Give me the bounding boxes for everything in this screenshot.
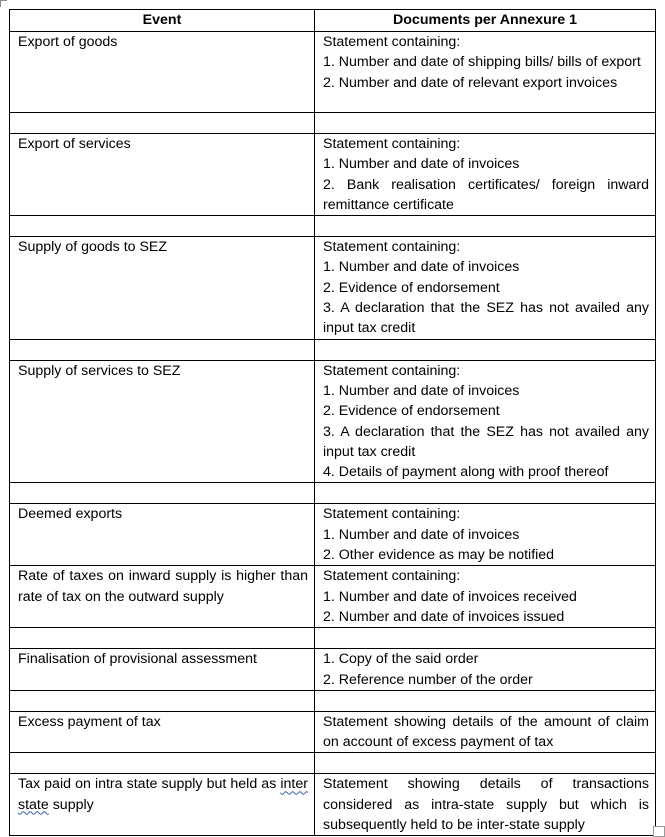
documents-cell bbox=[315, 504, 656, 566]
table-row bbox=[10, 504, 656, 566]
event-cell bbox=[10, 566, 315, 628]
event-cell bbox=[10, 649, 315, 691]
annexure-table bbox=[9, 9, 656, 836]
table-row bbox=[10, 32, 656, 113]
event-text: Finalisation of provisional assessment bbox=[18, 651, 257, 668]
header-documents: Documents per Annexure 1 bbox=[315, 10, 656, 32]
header-row bbox=[10, 10, 656, 32]
document-line: 2. Evidence of endorsement bbox=[323, 279, 500, 296]
documents-cell bbox=[315, 566, 656, 628]
document-line: Statement containing: bbox=[323, 136, 461, 152]
table-row bbox=[10, 711, 656, 753]
event-text: Supply of services to SEZ bbox=[18, 362, 181, 379]
spacer-cell bbox=[315, 753, 656, 774]
documents-cell bbox=[315, 711, 656, 753]
spacer-cell bbox=[10, 113, 315, 134]
documents-cell bbox=[315, 237, 656, 339]
documents-cell bbox=[315, 649, 656, 691]
resize-handle-icon[interactable] bbox=[653, 826, 665, 837]
document-line: 2. Number and date of invoices issued bbox=[323, 608, 565, 625]
spacer-cell bbox=[315, 113, 656, 134]
event-cell bbox=[10, 774, 315, 836]
table-row bbox=[10, 649, 656, 691]
spacer-row bbox=[10, 628, 656, 649]
document-line: 3. A declaration that the SEZ has not availed any input tax credit bbox=[323, 423, 649, 460]
document-line: 1. Number and date of invoices bbox=[323, 382, 520, 399]
document-line: 2. Evidence of endorsement bbox=[323, 403, 500, 420]
documents-cell bbox=[315, 360, 656, 483]
page-corner-mark bbox=[0, 0, 7, 7]
documents-cell bbox=[315, 32, 656, 113]
event-cell bbox=[10, 134, 315, 216]
table-row bbox=[10, 360, 656, 483]
document-line: Statement showing details of transactions considered as intra-state supply but which is subsequently held to be inter-state supply bbox=[323, 776, 649, 834]
table-row bbox=[10, 134, 656, 216]
header-event: Event bbox=[10, 10, 315, 32]
document-line: 1. Number and date of invoices bbox=[323, 526, 520, 543]
document-line: 2. Bank realisation certificates/ foreign inward remittance certificate bbox=[323, 176, 649, 213]
document-line: 1. Number and date of shipping bills/ bills of export bbox=[323, 54, 641, 71]
event-text: Supply of goods to SEZ bbox=[18, 239, 168, 256]
document-line: Statement containing: bbox=[323, 34, 461, 50]
spacer-cell bbox=[10, 628, 315, 649]
event-cell bbox=[10, 504, 315, 566]
table-row bbox=[10, 774, 656, 836]
spacer-cell bbox=[10, 753, 315, 774]
document-line: Statement containing: bbox=[323, 506, 461, 523]
spacer-row bbox=[10, 113, 656, 134]
spacer-cell bbox=[10, 339, 315, 360]
spacer-row bbox=[10, 753, 656, 774]
event-cell bbox=[10, 237, 315, 339]
event-text: Excess payment of tax bbox=[18, 713, 161, 730]
event-text: Rate of taxes on inward supply is higher than rate of tax on the outward supply bbox=[18, 568, 308, 605]
document-line: Statement containing: bbox=[323, 568, 461, 585]
documents-cell bbox=[315, 134, 656, 216]
document-line: 1. Number and date of invoices received bbox=[323, 588, 577, 605]
event-text: Tax paid on intra state supply but held as inter state supply bbox=[18, 776, 308, 813]
spacer-row bbox=[10, 690, 656, 711]
spacer-cell bbox=[315, 339, 656, 360]
table-row bbox=[10, 566, 656, 628]
document-line: Statement containing: bbox=[323, 239, 461, 256]
spellcheck-underline: inter state bbox=[18, 776, 308, 813]
spacer-row bbox=[10, 483, 656, 504]
event-cell bbox=[10, 32, 315, 113]
spacer-cell bbox=[315, 483, 656, 504]
event-cell bbox=[10, 711, 315, 753]
document-line: 2. Number and date of relevant export invoices bbox=[323, 74, 618, 91]
spacer-cell bbox=[10, 216, 315, 237]
documents-cell bbox=[315, 774, 656, 836]
document-line: 2. Other evidence as may be notified bbox=[323, 547, 555, 564]
spacer-cell bbox=[315, 628, 656, 649]
spacer-cell bbox=[315, 690, 656, 711]
document-line: Statement containing: bbox=[323, 362, 461, 379]
event-text: Export of goods bbox=[18, 34, 118, 50]
document-line: 1. Copy of the said order bbox=[323, 651, 479, 668]
event-text: Deemed exports bbox=[18, 506, 123, 523]
spacer-cell bbox=[315, 216, 656, 237]
spacer-cell bbox=[10, 690, 315, 711]
document-line: 3. A declaration that the SEZ has not availed any input tax credit bbox=[323, 300, 649, 337]
table-row bbox=[10, 237, 656, 339]
spacer-row bbox=[10, 216, 656, 237]
event-text: Export of services bbox=[18, 136, 131, 152]
spacer-row bbox=[10, 339, 656, 360]
document-line: 1. Number and date of invoices bbox=[323, 259, 520, 276]
document-line: 2. Reference number of the order bbox=[323, 671, 533, 688]
document-line: 1. Number and date of invoices bbox=[323, 156, 520, 173]
document-line: Statement showing details of the amount of claim on account of excess payment of tax bbox=[323, 713, 649, 751]
spacer-cell bbox=[10, 483, 315, 504]
document-line: 4. Details of payment along with proof thereof bbox=[323, 464, 609, 481]
event-cell bbox=[10, 360, 315, 483]
